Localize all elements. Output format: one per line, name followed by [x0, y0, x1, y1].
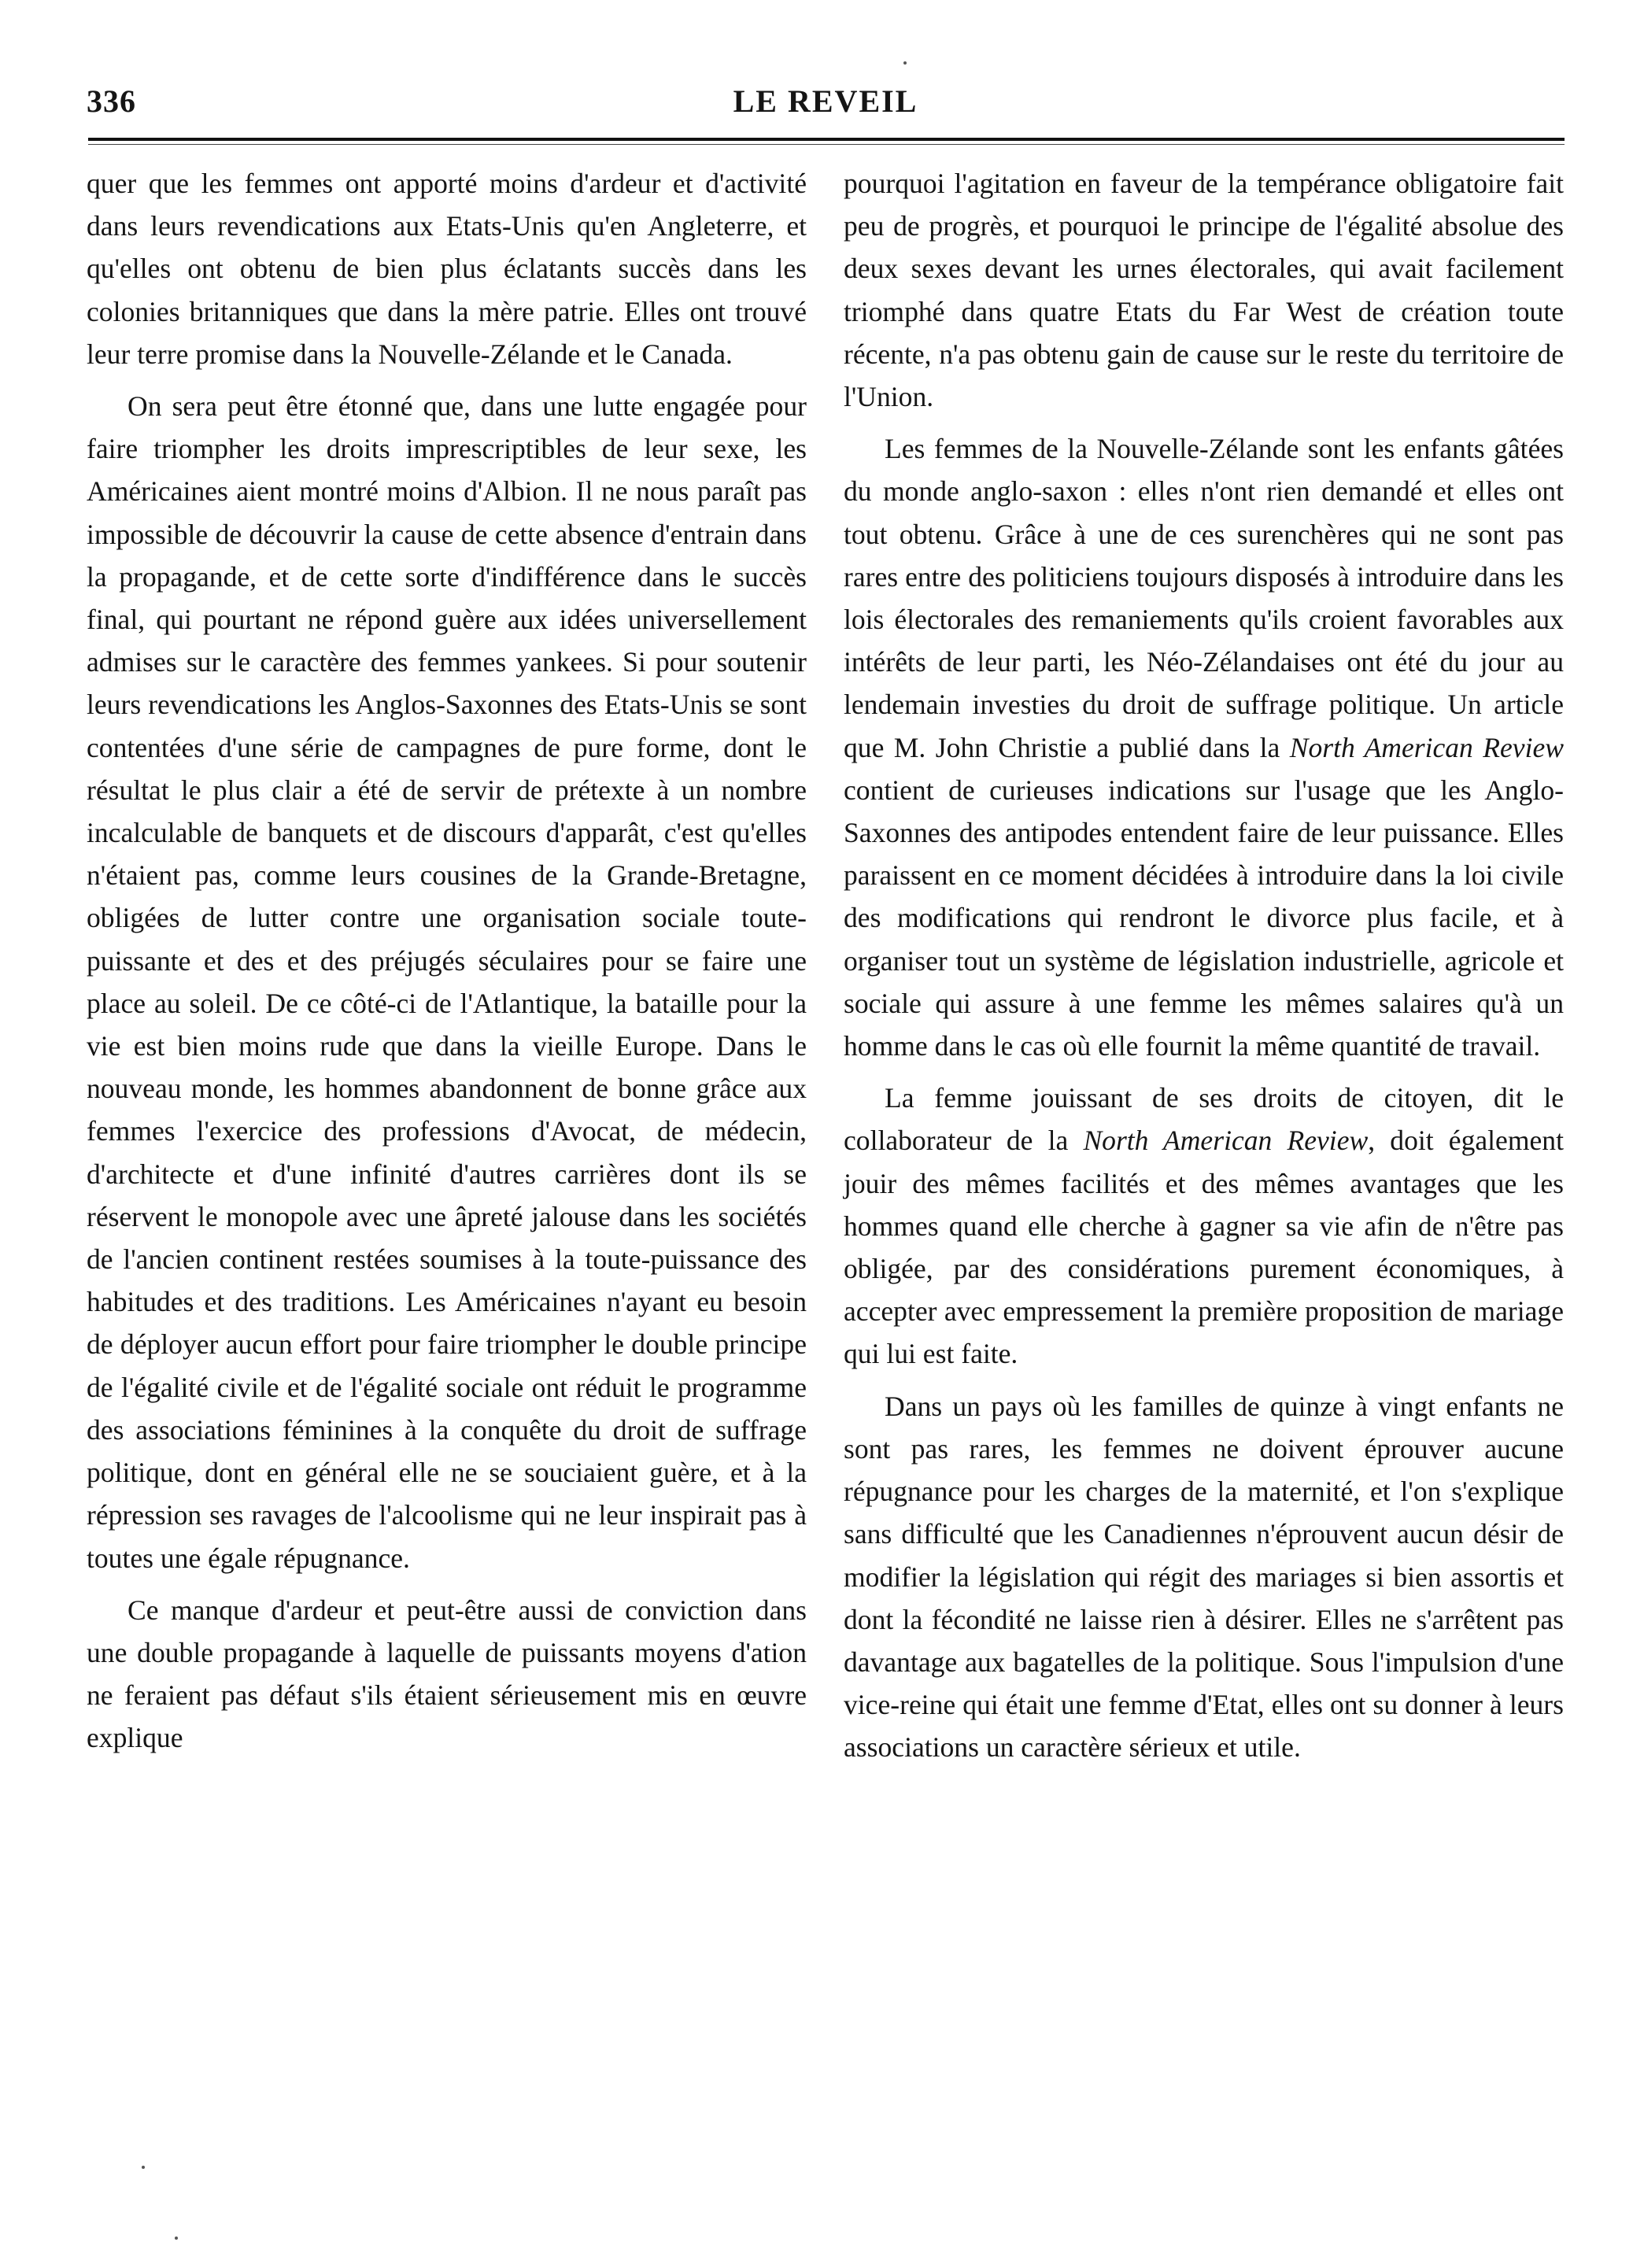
print-speck	[903, 61, 907, 65]
page-header	[87, 83, 1565, 130]
right-paragraph-2-text-b: contient de curieuses indications sur l'usage que les Anglo-Saxonnes des antipodes entendent faire de leur puissance. Elles paraissent en ce moment décidées à introduire dans la loi civile des modifications qui rendront le divorce plus facile, et à organiser tout un système de législation industrielle, agricole et sociale qui assure à une femme les mêmes salaires qu'à un homme dans le cas où elle fournit la même quantité de travail.	[844, 774, 1564, 1062]
right-paragraph-1: pourquoi l'agitation en faveur de la tempérance obligatoire fait peu de progrès, et pourquoi le principe de l'égalité absolue des deux sexes devant les urnes électorales, qui avait facilement triomphé dans quatre Etats du Far West de création toute récente, n'a pas obtenu gain de cause sur le reste du territoire de l'Union.	[844, 168, 1564, 413]
left-paragraph-2: On sera peut être étonné que, dans une lutte engagée pour faire triompher les droits imprescriptibles de leur sexe, les Américaines aient montré moins d'Albion. Il ne nous paraît pas impossible de découvrir la cause de cette absence d'entrain dans la propagande, et de cette sorte d'indifférence dans le succès final, qui pourtant ne répond guère aux idées universellement admises sur le caractère des femmes yankees. Si pour soutenir leurs revendications les Anglos-Saxonnes des Etats-Unis se sont contentées d'une série de campagnes de pure forme, dont le résultat le plus clair a été de servir de prétexte à un nombre incalculable de banquets et de discours d'apparât, c'est qu'elles n'étaient pas, comme leurs cousines de la Grande-Bretagne, obligées de lutter contre une organisation sociale toute-puissante et des et des préjugés séculaires pour se faire une place au soleil. De ce côté-ci de l'Atlantique, la bataille pour la vie est bien moins rude que dans la vieille Europe. Dans le nouveau monde, les hommes abandonnent de bonne grâce aux femmes l'exercice des professions d'Avocat, de médecin, d'architecte et d'une infinité d'autres carrières dont ils se réservent le monopole avec une âpreté jalouse dans les sociétés de l'ancien continent restées soumises à la toute-puissance des habitudes et des traditions. Les Américaines n'ayant eu besoin de déployer aucun effort pour faire triompher le double principe de l'égalité civile et de l'égalité sociale ont réduit le programme des associations féminines à la conquête du droit de suffrage politique, dont en général elle ne se souciaient guère, et à la répression ses ravages de l'alcoolisme qui ne leur inspirait pas à toutes une égale répugnance.	[87, 390, 807, 1574]
header-rule-thin	[88, 144, 1565, 145]
right-paragraph-2-text-a: Les femmes de la Nouvelle-Zélande sont les enfants gâtées du monde anglo-saxon : elles n'ont rien demandé et elles ont tout obtenu. Grâce à une de ces surenchères qui ne sont pas rares entre des politiciens toujours disposés à introduire dans les lois électorales des remaniements qu'ils croient favorables aux intérêts de leur parti, les Néo-Zélandaises ont été du jour au lendemain investies du droit de suffrage politique. Un article que M. John Christie a publié dans la	[844, 433, 1564, 763]
print-speck	[142, 2166, 145, 2169]
right-paragraph-3	[844, 1077, 1564, 1375]
journal-name-italic: North American Review	[1289, 731, 1564, 763]
left-paragraph-1: quer que les femmes ont apporté moins d'ardeur et d'activité dans leurs revendications aux Etats-Unis qu'en Angleterre, et qu'elles ont obtenu de bien plus éclatants succès dans les colonies britanniques que dans la mère patrie. Elles ont trouvé leur terre promise dans la Nouvelle-Zélande et le Canada.	[87, 168, 807, 370]
right-paragraph-4: Dans un pays où les familles de quinze à vingt enfants ne sont pas rares, les femmes ne doivent éprouver aucune répugnance pour les charges de la maternité, et l'on s'explique sans difficulté que les Canadiennes n'éprouvent aucun désir de modifier la législation qui régit des mariages si bien assortis et dont la fécondité ne laisse rien à désirer. Elles ne s'arrêtent pas davantage aux bagatelles de la politique. Sous l'impulsion d'une vice-reine qui était une femme d'Etat, elles ont su donner à leurs associations un caractère sérieux et utile.	[844, 1390, 1564, 1764]
journal-title: LE REVEIL	[733, 83, 918, 119]
left-paragraph-3: Ce manque d'ardeur et peut-être aussi de conviction dans une double propagande à laquelle de puissants moyens d'ation ne feraient pas défaut s'ils étaient sérieusement mis en œuvre explique	[87, 1594, 807, 1754]
page-number: 336	[87, 83, 136, 119]
left-column	[87, 162, 807, 1760]
right-column	[844, 162, 1564, 1769]
right-paragraph-3-text-b: , doit également jouir des mêmes facilités et des mêmes avantages que les hommes quand elle cherche à gagner sa vie afin de n'être pas obligée, par des considérations purement économiques, à accepter avec empressement la première proposition de mariage qui lui est faite.	[844, 1125, 1564, 1370]
right-paragraph-3-text-a: La femme jouissant de ses droits de citoyen, dit le collaborateur de la	[844, 1082, 1564, 1157]
header-rule	[88, 138, 1565, 141]
journal-name-italic: North American Review	[1083, 1125, 1369, 1157]
right-paragraph-2	[844, 427, 1564, 1067]
print-speck	[175, 2237, 178, 2240]
